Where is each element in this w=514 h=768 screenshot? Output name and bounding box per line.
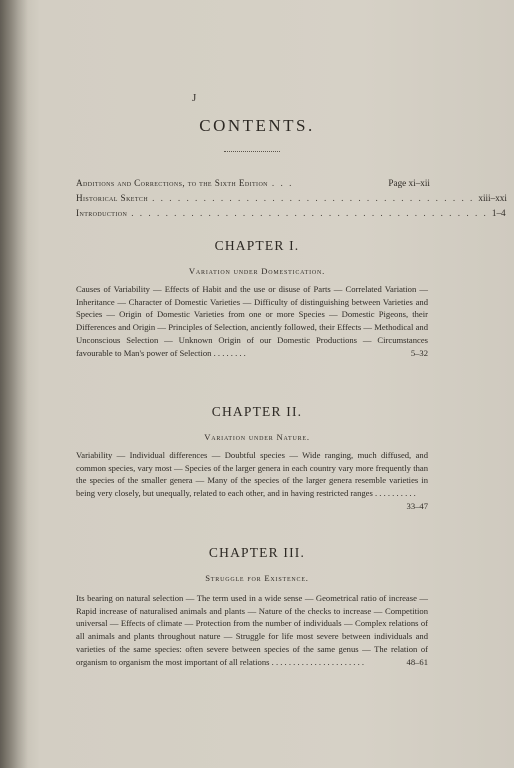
toc-entry-page: 1–4 <box>491 208 506 218</box>
toc-entry-label: Additions and Corrections, to the Sixth Edition <box>76 178 268 188</box>
chapter-heading: CHAPTER I. <box>214 238 300 253</box>
toc-entry-historical-sketch <box>76 191 507 205</box>
toc-entry-page: xiii–xxi <box>478 193 507 203</box>
chapter-summary <box>76 592 428 668</box>
leader-dots: . . . . . . . . . . <box>374 488 416 499</box>
toc-entry-introduction <box>76 206 506 220</box>
chapter-summary <box>76 449 428 513</box>
title-ornament-rule <box>224 151 280 156</box>
chapter-summary <box>76 283 428 359</box>
leader-dots: . . . . . . . . <box>213 347 246 358</box>
toc-entry-additions <box>76 176 430 190</box>
summary-body: Its bearing on natural selection — The term used in a wide sense — Geometrical ratio of increase — Rapid increase of naturalised animals and plants — Nature of the checks to increase — Competition universal — Effects of climate — Protection from the number of individuals — Complex relations of all animals and plants throughout nature — Struggle for life most severe between individuals and varieties of the same species: often severe between species of the same genus — The relation of organism to organism the most important of all relations <box>76 593 428 667</box>
chapter-heading: CHAPTER III. <box>208 545 306 560</box>
chapter-subtitle: Variation under Domestication. <box>188 266 326 276</box>
pencil-mark: J <box>192 92 197 104</box>
chapter-summary-text <box>76 592 428 668</box>
toc-entry-label: Introduction <box>76 208 128 218</box>
summary-body: Causes of Variability — Effects of Habit and the use or disuse of Parts — Correlated Variation — Inheritance — Character of Domestic Varieties — Difficulty of distinguishing between Varieties and Species — Origin of Domestic Varieties from one or more Species — Domestic Pigeons, their Differences and Origin — Principles of Selection, anciently followed, their Effects — Methodical and Unconscious Selection — Unknown Origin of our Domestic Productions — Circumstances favourable to Man's power of Selection <box>76 284 428 358</box>
leader-dots: . . . . . . . . . . . . . . . . . . . . . . . . . . . . . . . . . . . . . . . . . . <box>131 208 488 218</box>
chapter-subtitle: Struggle for Existence. <box>205 573 309 583</box>
leader-dots: . . . <box>271 178 294 188</box>
leader-dots: . . . . . . . . . . . . . . . . . . . . . . <box>271 656 365 667</box>
chapter-pages: 48–61 <box>406 656 428 667</box>
chapter-pages: 5–32 <box>410 347 428 358</box>
summary-body: Variability — Individual differences — Doubtful species — Wide ranging, much diffused, and common species, vary most — Species of the larger genera in each country vary more frequently than the species of the smaller genera — Many of the species of the larger genera resemble varieties in being very closely, but unequally, related to each other, and in having restricted ranges <box>76 450 428 499</box>
chapter-subtitle: Variation under Nature. <box>204 432 310 442</box>
toc-entry-label: Historical Sketch <box>76 193 149 203</box>
page-title: CONTENTS. <box>199 116 315 135</box>
chapter-pages: 33–47 <box>406 500 428 511</box>
chapter-summary-text <box>76 449 428 511</box>
chapter-summary-text <box>76 283 428 359</box>
leader-dots: . . . . . . . . . . . . . . . . . . . . . . . . . . . . . . . . . . . . . . <box>152 193 475 203</box>
toc-entry-page: Page xi–xii <box>388 178 430 188</box>
chapter-heading: CHAPTER II. <box>211 404 303 419</box>
